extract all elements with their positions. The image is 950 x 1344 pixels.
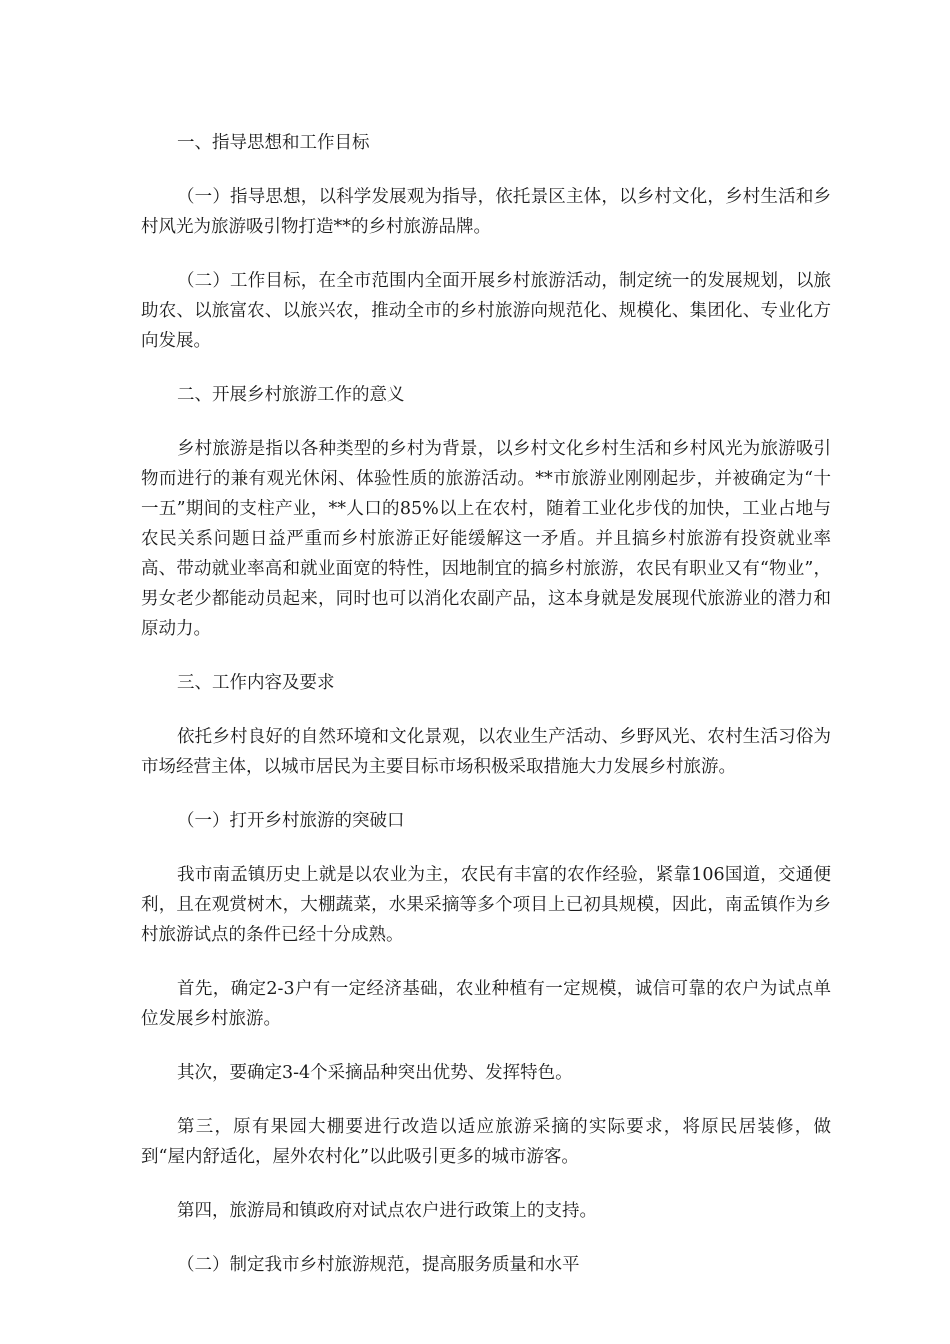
paragraph-guiding-thought: （一）指导思想，以科学发展观为指导，依托景区主体，以乡村文化，乡村生活和乡村风光为旅游吸引物打造**的乡村旅游品牌。 [141, 187, 831, 237]
paragraph-work-goal: （二）工作目标，在全市范围内全面开展乡村旅游活动，制定统一的发展规划，以旅助农、以旅富农、以旅兴农，推动全市的乡村旅游向规范化、规模化、集团化、专业化方向发展。 [141, 271, 831, 351]
paragraph-third: 第三，原有果园大棚要进行改造以适应旅游采摘的实际要求，将原民居装修，做到“屋内舒适化，屋外农村化”以此吸引更多的城市游客。 [141, 1117, 831, 1167]
subheading-breakthrough: （一）打开乡村旅游的突破口 [177, 811, 405, 831]
paragraph-first: 首先，确定2-3户有一定经济基础，农业种植有一定规模，诚信可靠的农户为试点单位发展乡村旅游。 [141, 979, 831, 1029]
section-heading-3: 三、工作内容及要求 [177, 673, 335, 693]
section-heading-1: 一、指导思想和工作目标 [177, 133, 370, 153]
paragraph-fourth: 第四，旅游局和镇政府对试点农户进行政策上的支持。 [177, 1201, 597, 1221]
paragraph-nanmeng-town: 我市南孟镇历史上就是以农业为主，农民有丰富的农作经验，紧靠106国道，交通便利，且在观赏树木，大棚蔬菜，水果采摘等多个项目上已初具规模，因此，南孟镇作为乡村旅游试点的条件已经十分成熟。 [141, 865, 831, 945]
paragraph-second: 其次，要确定3-4个采摘品种突出优势、发挥特色。 [177, 1063, 573, 1083]
document-body [141, 128, 831, 1304]
section-heading-2: 二、开展乡村旅游工作的意义 [177, 385, 405, 405]
paragraph-content-intro: 依托乡村良好的自然环境和文化景观，以农业生产活动、乡野风光、农村生活习俗为市场经营主体，以城市居民为主要目标市场积极采取措施大力发展乡村旅游。 [141, 727, 831, 777]
subheading-standards: （二）制定我市乡村旅游规范，提高服务质量和水平 [177, 1255, 580, 1275]
paragraph-significance: 乡村旅游是指以各种类型的乡村为背景，以乡村文化乡村生活和乡村风光为旅游吸引物而进行的兼有观光休闲、体验性质的旅游活动。**市旅游业刚刚起步，并被确定为“十一五”期间的支柱产业，**人口的85%以上在农村，随着工业化步伐的加快，工业占地与农民关系问题日益严重而乡村旅游正好能缓解这一矛盾。并且搞乡村旅游有投资就业率高、带动就业率高和就业面宽的特性，因地制宜的搞乡村旅游，农民有职业又有“物业”，男女老少都能动员起来，同时也可以消化农副产品，这本身就是发展现代旅游业的潜力和原动力。 [141, 439, 831, 639]
